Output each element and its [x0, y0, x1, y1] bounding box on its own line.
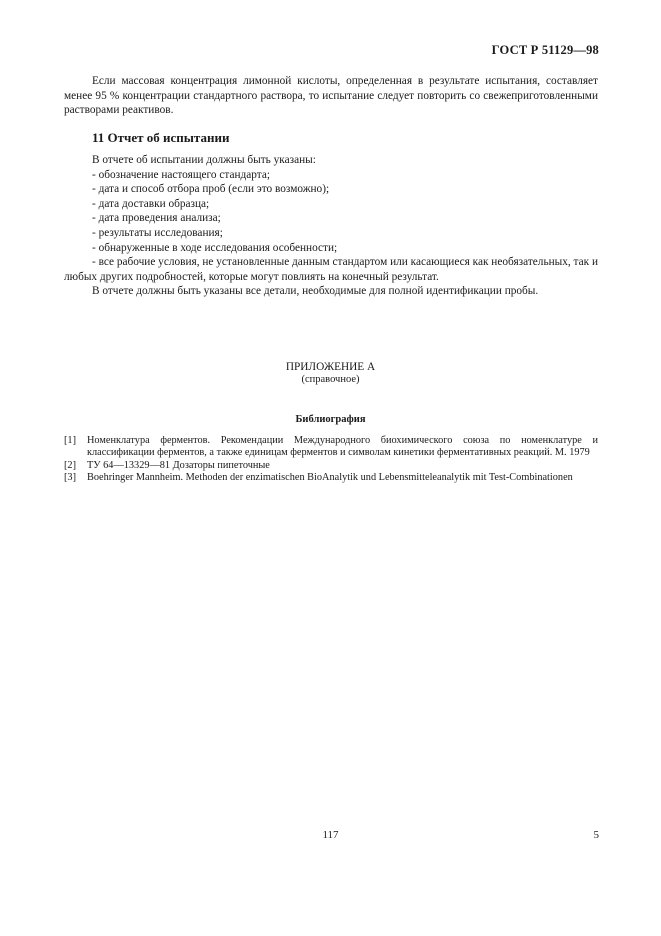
report-item: - дата и способ отбора проб (если это возможно);: [92, 183, 330, 196]
report-item: - дата проведения анализа;: [92, 212, 221, 225]
page-number-right: 5: [593, 829, 599, 841]
page-number-center: 117: [322, 829, 339, 841]
bibliography-entry: [64, 472, 598, 484]
report-item: - все рабочие условия, не установленные данным стандартом или касающиеся как необязательных, так и любых других подробностей, которые могут повлиять на конечный результат.: [64, 256, 598, 283]
document-code: ГОСТ Р 51129—98: [491, 43, 599, 57]
bibliography-text: ТУ 64—13329—81 Дозаторы пипеточные: [87, 459, 270, 471]
bibliography-list: [64, 435, 598, 485]
appendix-title: ПРИЛОЖЕНИЕ А: [285, 361, 376, 373]
report-item: - обнаруженные в ходе исследования особенности;: [92, 241, 338, 254]
bibliography-number: [3]: [64, 472, 77, 484]
bibliography-text: Boehringer Mannheim. Methoden der enzimatischen BioAnalytik und Lebensmitteleanalytik mit Test-Combinationen: [87, 472, 573, 484]
bibliography-number: [2]: [64, 459, 77, 471]
report-item: - результаты исследования;: [92, 226, 223, 239]
report-item: - дата доставки образца;: [92, 197, 210, 210]
section-title: 11 Отчет об испытании: [92, 130, 230, 145]
report-item: - обозначение настоящего стандарта;: [92, 168, 270, 181]
report-lead: В отчете об испытании должны быть указаны:: [92, 154, 316, 166]
intro-block: [64, 74, 598, 118]
intro-paragraph: Если массовая концентрация лимонной кислоты, определенная в результате испытания, составляет менее 95 % концентрации стандартного раствора, то испытание следует повторить со свежеприготовленными растворами реактивов.: [64, 75, 598, 117]
bibliography-text: Номенклатура ферментов. Рекомендации Международного биохимического союза по номенклатуре и классификации ферментов, а также единицам ферментов и символам кинетики ферментативных реакций. М. 1979: [87, 435, 598, 459]
appendix-subtitle: (справочное): [301, 374, 360, 385]
report-closing: В отчете должны быть указаны все детали, необходимые для полной идентификации пробы.: [92, 285, 539, 298]
bibliography-number: [1]: [64, 435, 77, 446]
report-requirements: [64, 153, 598, 299]
bibliography-title: Библиография: [295, 414, 366, 425]
bibliography-entry: [64, 460, 598, 472]
bibliography-entry: [64, 435, 598, 460]
